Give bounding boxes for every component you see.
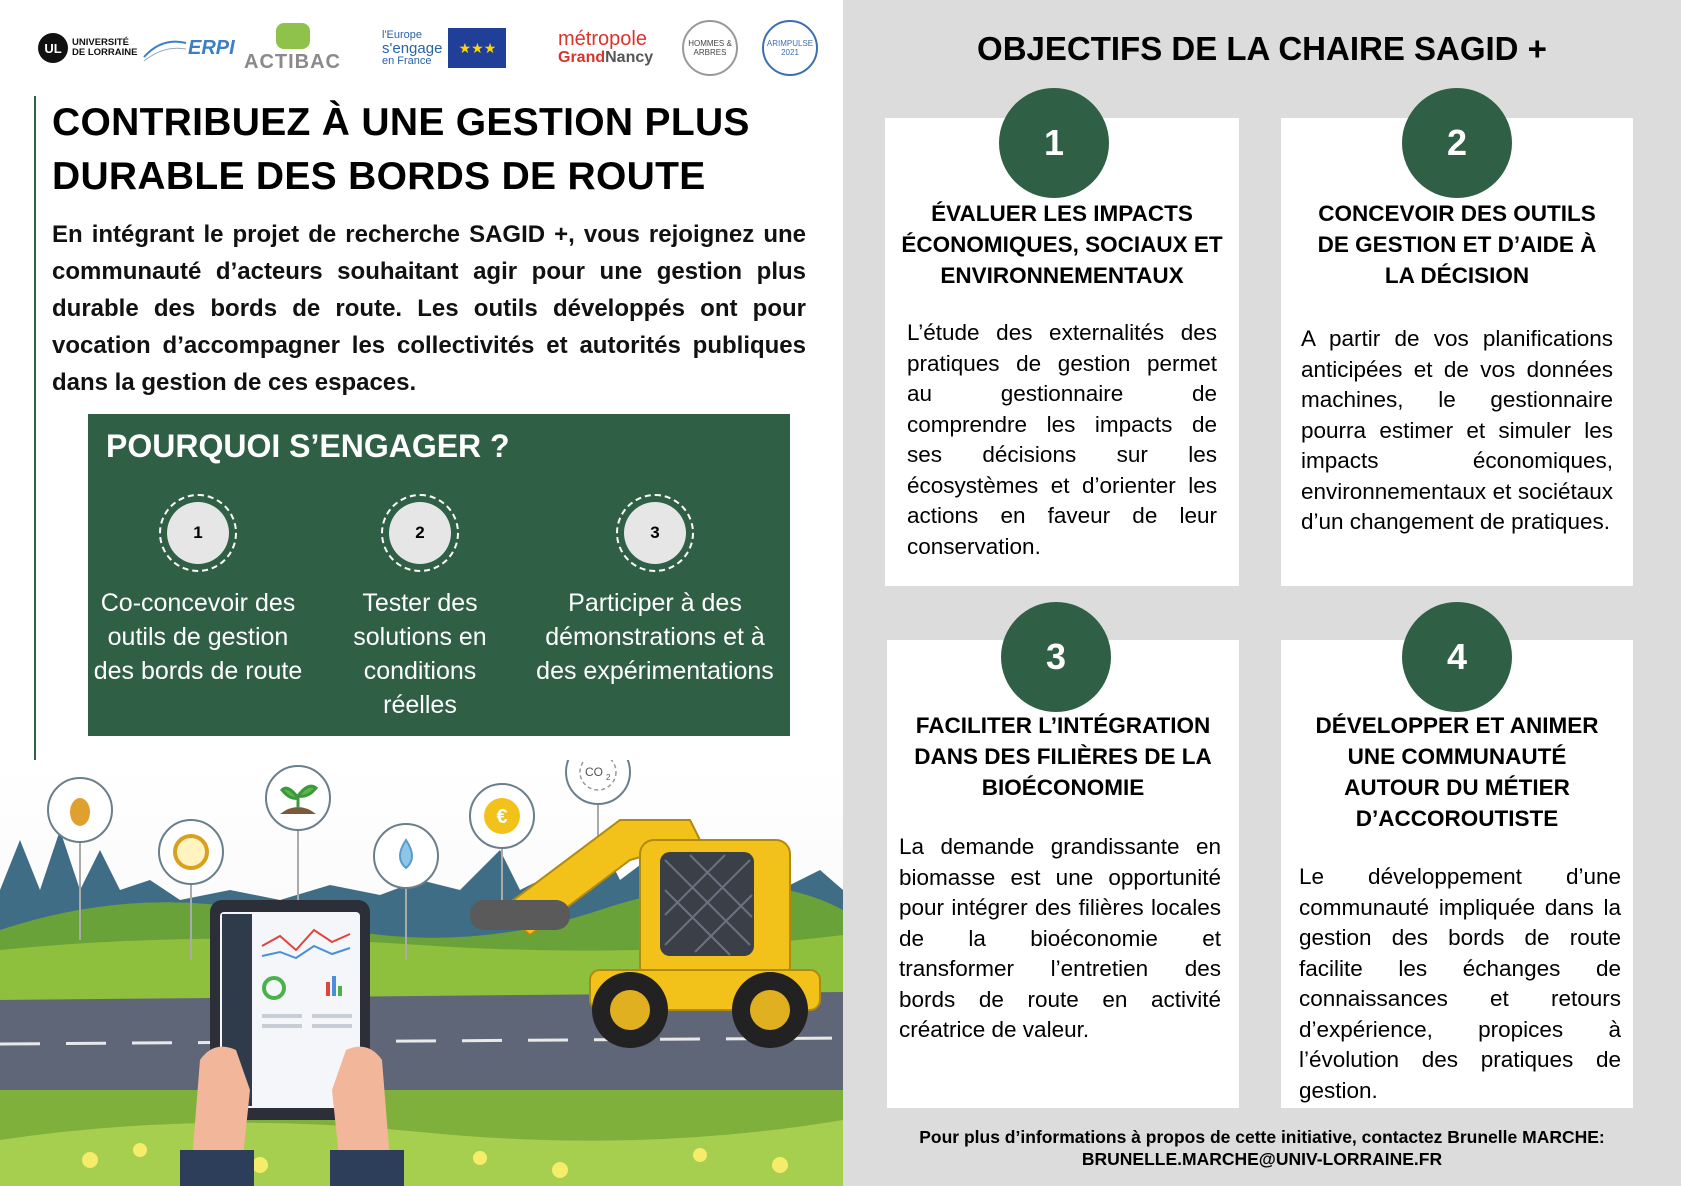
arimpulse-seal: ARIMPULSE 2021 — [762, 20, 818, 76]
actibac-logo — [244, 14, 341, 82]
why-engage-title: POURQUOI S’ENGAGER ? — [106, 428, 510, 464]
why-item-text: Co-concevoir des outils de gestion des bords de route — [93, 589, 303, 685]
accent-rule — [34, 96, 36, 768]
why-number-ring — [159, 494, 237, 572]
objective-card-2 — [1281, 118, 1633, 586]
headline-line2: DURABLE DES BORDS DE ROUTE — [52, 155, 706, 198]
page-headline — [52, 96, 822, 204]
why-number: 1 — [167, 502, 229, 564]
ul-mark: UL — [38, 33, 68, 63]
why-item — [532, 494, 778, 688]
why-number: 2 — [389, 502, 451, 564]
why-item-text: Tester des solutions en conditions réelles — [353, 589, 487, 719]
europe-engage-logo — [382, 14, 506, 82]
co2-subscript: 2 — [606, 773, 611, 782]
objectives-title: OBJECTIFS DE LA CHAIRE SAGID + — [977, 30, 1547, 67]
ul-line2: DE LORRAINE — [72, 47, 138, 58]
objective-heading-4: DÉVELOPPER ET ANIMER UNE COMMUNAUTÉ AUTOUR DU MÉTIER D’ACCOROUTISTE — [1315, 713, 1599, 831]
objective-heading-3: FACILITER L’INTÉGRATION DANS DES FILIÈRES DE LA BIOÉCONOMIE — [914, 713, 1212, 800]
objective-number-2: 2 — [1402, 88, 1512, 198]
objective-heading-2: CONCEVOIR DES OUTILS DE GESTION ET D’AIDE À LA DÉCISION — [1317, 201, 1597, 288]
metropole-line1: métropole — [558, 28, 647, 50]
eu-flag-icon: ★★★ — [448, 28, 506, 68]
partner-logos — [30, 14, 830, 82]
europe-line2: s'engage — [382, 39, 443, 57]
objective-body-4: Le développement d’une communauté impliquée dans la gestion des bords de route facilite les échanges de connaissances et retours d’expérience, propices à l’évolution des pratiques de gestion. — [1299, 864, 1621, 1103]
actibac-text: ACTIBAC — [244, 50, 341, 73]
objective-body-1: L’étude des externalités des pratiques de gestion permet au gestionnaire de comprendre les impacts de ses décisions sur les écosystèmes et d’orienter les actions en faveur de leur conservation. — [907, 320, 1217, 559]
objective-body-2: A partir de vos planifications anticipées et de vos données machines, le gestionnaire pourra estimer et simuler les impacts économiques, environnementaux et sociétaux d’un changement de pratiques. — [1301, 326, 1613, 534]
objective-card-3 — [887, 636, 1239, 1108]
co2-label: CO — [585, 765, 603, 779]
objective-heading-1: ÉVALUER LES IMPACTS ÉCONOMIQUES, SOCIAUX ET ENVIRONNEMENTAUX — [901, 201, 1223, 288]
headline-line1: CONTRIBUEZ À UNE GESTION PLUS — [52, 101, 750, 144]
why-item-text: Participer à des démonstrations et à des expérimentations — [536, 589, 774, 685]
why-number-ring — [381, 494, 459, 572]
flower-icon — [175, 836, 207, 868]
objective-card-1 — [885, 118, 1239, 586]
europe-line1: l'Europe — [382, 28, 423, 41]
why-number-ring — [616, 494, 694, 572]
objective-body-3: La demande grandissante en biomasse est une opportunité pour intégrer des filières locales de la bioéconomie et transformer l’entretien des bords de route en activité créatrice de valeur. — [899, 834, 1221, 1042]
hommes-arbres-seal: HOMMES & ARBRES — [682, 20, 738, 76]
hommes-arbres-logo — [682, 14, 738, 82]
euro-symbol: € — [496, 806, 508, 828]
contact-footer — [843, 1126, 1681, 1170]
actibac-mark-icon — [276, 23, 310, 49]
metropole-grand: Grand — [558, 49, 606, 66]
why-engage-box — [88, 414, 790, 736]
roadside-illustration — [0, 760, 843, 1186]
contact-email[interactable]: BRUNELLE.MARCHE@UNIV-LORRAINE.FR — [1081, 1149, 1443, 1169]
intro-paragraph: En intégrant le projet de recherche SAGID +, vous rejoignez une communauté d’acteurs souhaitant agir pour une gestion plus durable des bords de route. Les outils développés ont pour vocation d’accompagner les collectivités et autorités publiques dans la gestion de ces espaces. — [52, 221, 806, 396]
why-item — [310, 494, 530, 722]
universite-lorraine-logo — [38, 14, 137, 82]
objective-number-3: 3 — [1001, 602, 1111, 712]
bee-icon — [70, 798, 90, 826]
objective-number-1: 1 — [999, 88, 1109, 198]
erpi-text: ERPI — [188, 36, 235, 59]
metropole-nancy: Nancy — [605, 49, 654, 66]
metropole-grand-nancy-logo — [558, 14, 653, 82]
objective-number-4: 4 — [1402, 602, 1512, 712]
contact-text: Pour plus d’informations à propos de cette initiative, contactez Brunelle MARCHE: — [919, 1127, 1605, 1147]
ul-line1: UNIVERSITÉ — [72, 37, 130, 48]
why-number: 3 — [624, 502, 686, 564]
erpi-logo — [142, 14, 235, 82]
arimpulse-logo — [762, 14, 818, 82]
europe-line3: en France — [382, 54, 432, 67]
objective-card-4 — [1281, 636, 1633, 1108]
why-item — [88, 494, 308, 688]
erpi-swoosh-icon — [142, 33, 188, 63]
